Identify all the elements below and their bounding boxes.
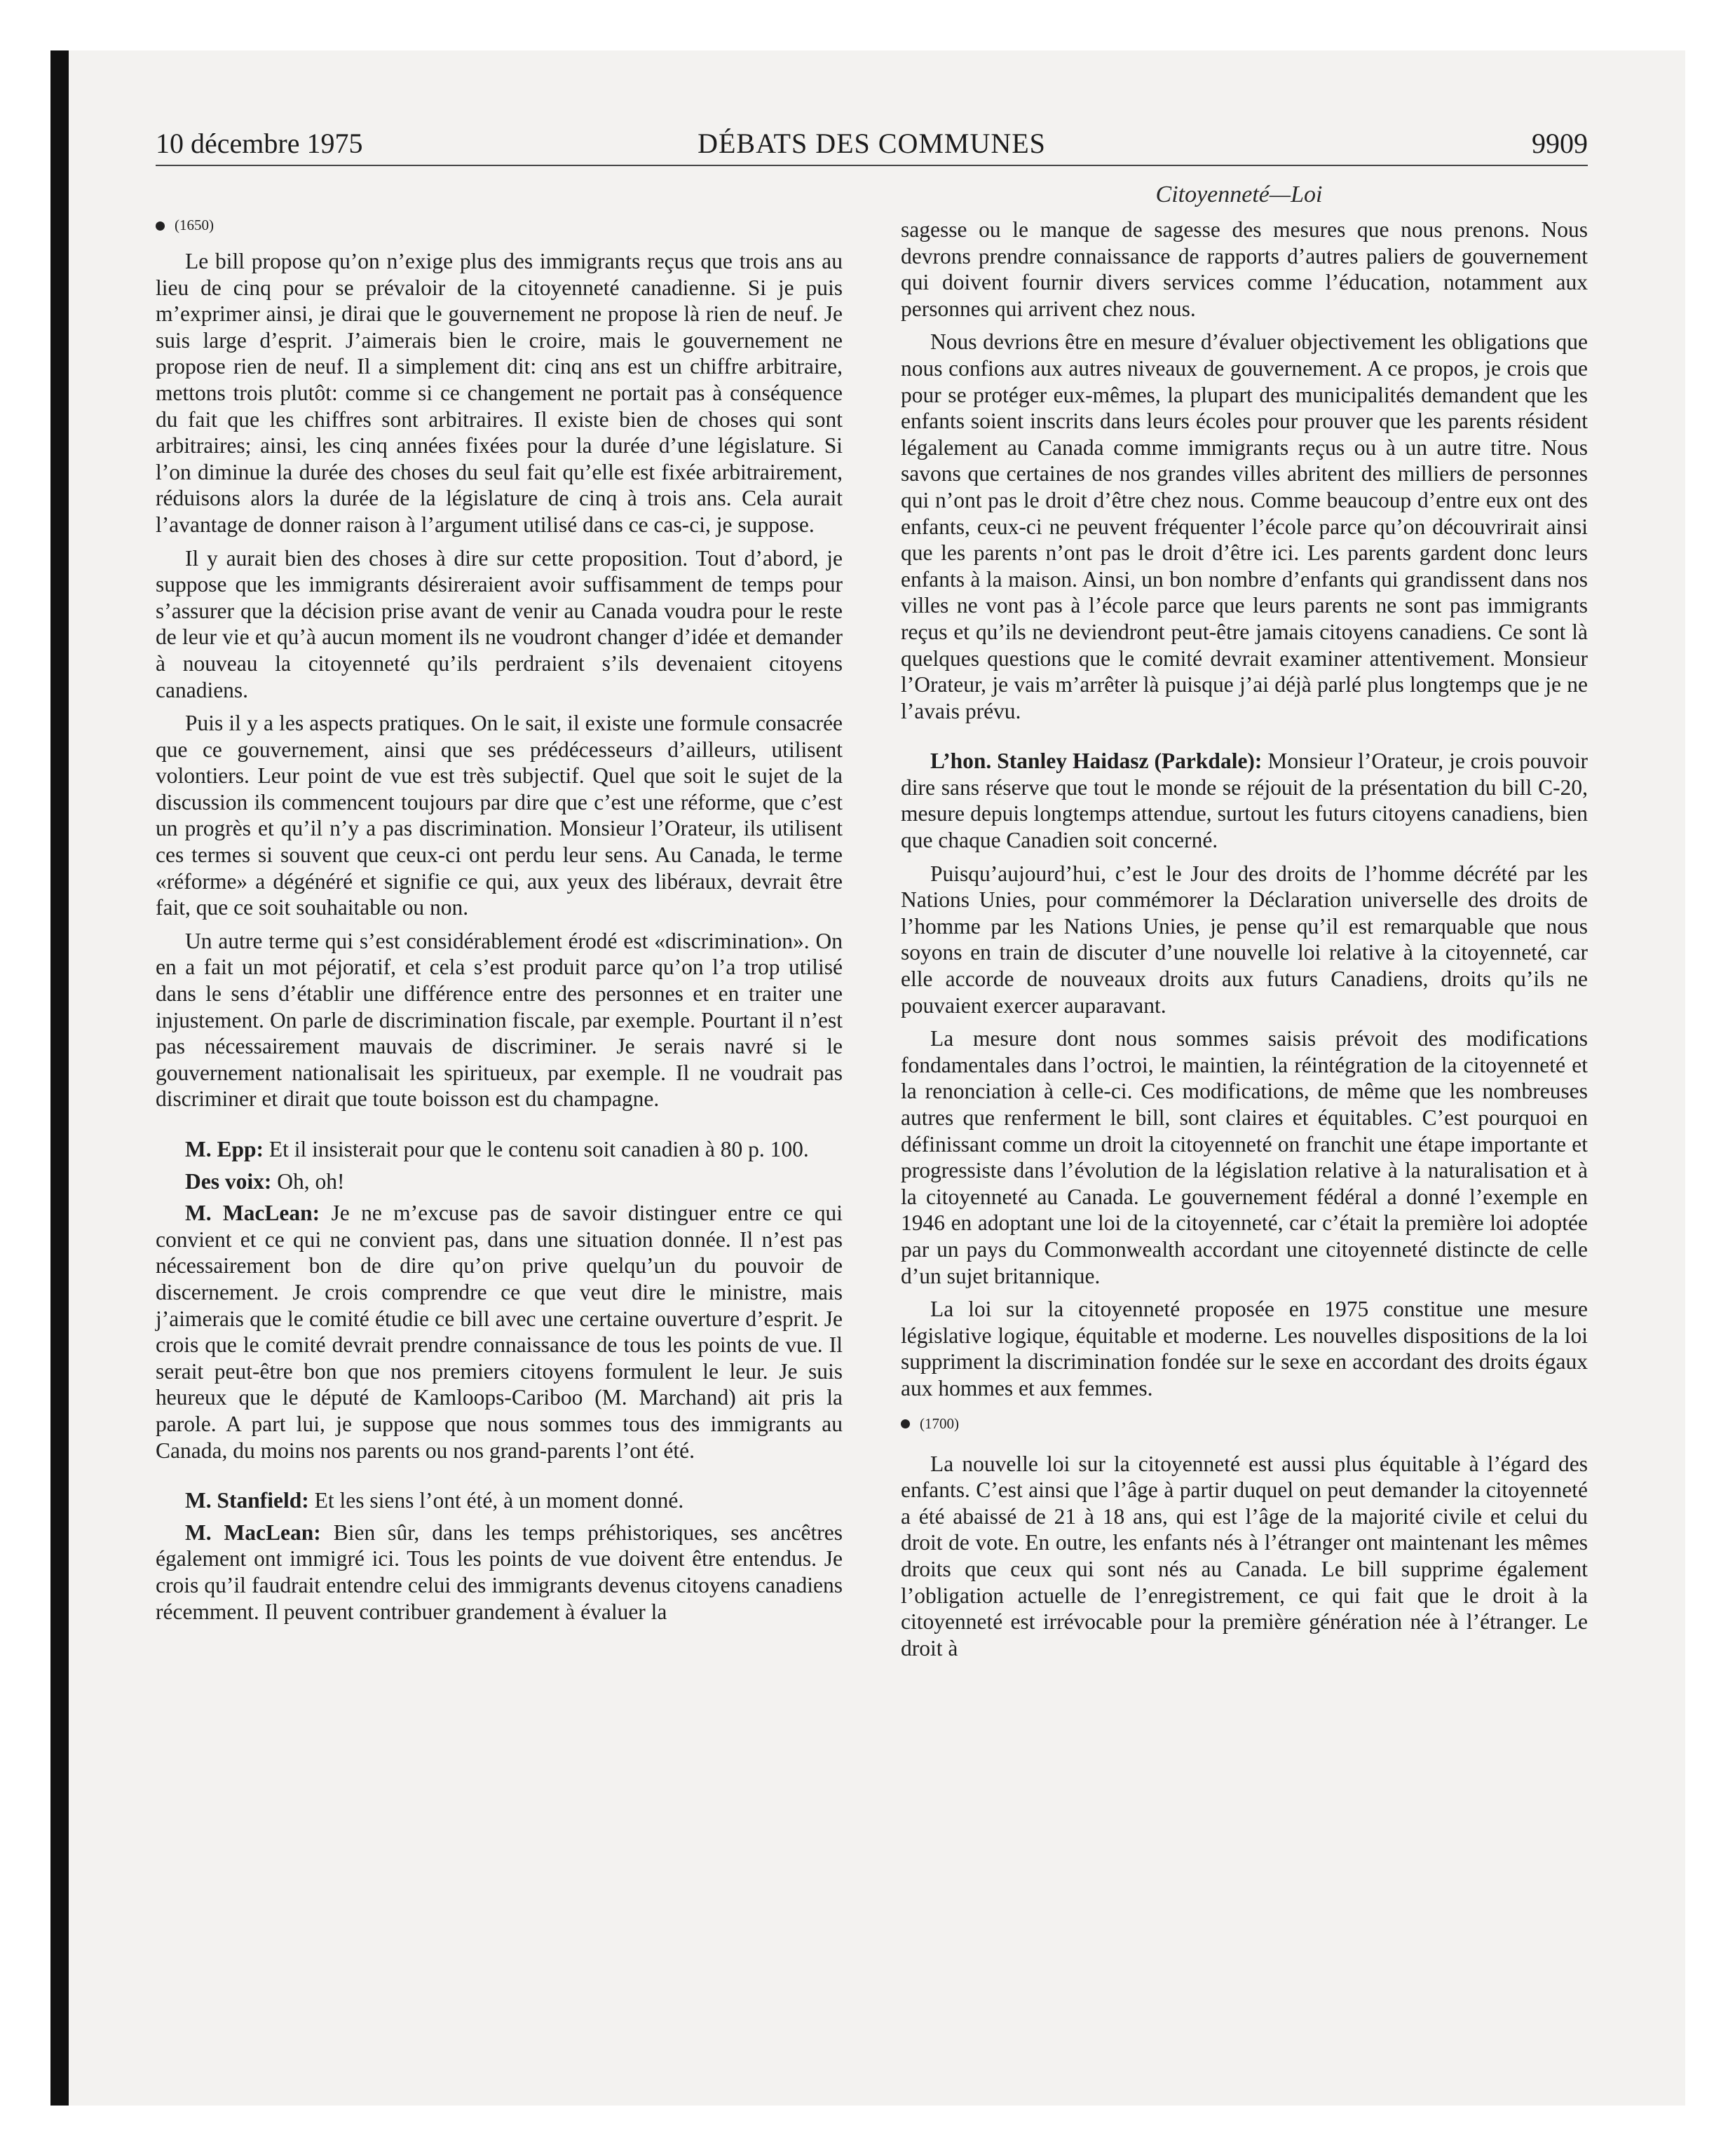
speaker-name: M. MacLean: xyxy=(185,1201,320,1226)
paragraph-continued: sagesse ou le manque de sagesse des mesures que nous prenons. Nous devrons prendre connaissance de rapports d’autres paliers de gouvernement qui doivent fournir divers services comme l’éducation, notamment aux personnes qui arrivent chez nous. xyxy=(901,217,1588,321)
speech-text: Je ne m’excuse pas de savoir distinguer entre ce qui convient et ce qui ne convient pas, dans une situation donnée. Il n’est pas nécessairement bon de dire qu’on prive quelqu’un du pouvoir de discernement. Je crois comprendre ce que veut dire le ministre, mais j’aimerais que le comité étudie ce bill avec une certaine ouverture d’esprit. Je crois que le comité devrait prendre connaissance de tous les points de vue. Il serait peut-être bon que nos premiers citoyens formulent le leur. Je suis heureux que le député de Kamloops-Cariboo (M. Marchand) ait pris la parole. A part lui, je suppose que nous sommes tous des immigrants au Canada, du moins nos parents ou nos grand-parents l’ont été. xyxy=(156,1201,843,1463)
speaker-name: M. MacLean: xyxy=(185,1520,321,1545)
header-date: 10 décembre 1975 xyxy=(156,128,363,159)
speaker-name: L’hon. Stanley Haidasz (Parkdale): xyxy=(930,749,1263,774)
running-header xyxy=(156,127,1588,166)
speech-text: Et les siens l’ont été, à un moment donné. xyxy=(314,1488,684,1513)
time-marker-1700 xyxy=(901,1413,1588,1435)
paragraph: Le bill propose qu’on n’exige plus des immigrants reçus que trois ans au lieu de cinq pour se prévaloir de la citoyenneté canadienne. Si je puis m’exprimer ainsi, je dirai que le gouvernement ne propose là rien de neuf. Je suis large d’esprit. J’aimerais bien le croire, mais le gouvernement ne propose rien de neuf. Il a simplement dit: cinq ans est un chiffre arbitraire, mettons trois plutôt: comme si ce changement ne portait pas à conséquence du fait que les chiffres sont arbitraires. Il existe bien de choses qui sont arbitraires; ainsi, les cinq années fixées pour la durée d’une législature. Si l’on diminue la durée des choses du seul fait qu’elle est fixée arbitrairement, réduisons alors la durée de la législature de cinq à trois ans. Cela aurait l’avantage de donner raison à l’argument utilisé dans ce cas-ci, je suppose. xyxy=(156,249,843,537)
time-marker-1650 xyxy=(156,214,843,237)
paragraph: La nouvelle loi sur la citoyenneté est aussi plus équitable à l’égard des enfants. C’est ainsi que l’âge à partir duquel on peut demander la citoyenneté a été abaissé de 21 à 18 ans, qui est l’âge de la majorité civile et celui du droit de vote. En outre, les enfants nés à l’étranger ont maintenant les mêmes droits que ceux qui sont nés au Canada. Le bill supprime également l’obligation actuelle de l’enregistrement, ce qui fait que le droit à la citoyenneté est irrévocable pour la première génération née à l’étranger. Le droit à xyxy=(901,1451,1588,1660)
bullet-icon xyxy=(156,221,165,231)
speech-stanfield xyxy=(156,1487,843,1514)
speech-epp xyxy=(156,1136,843,1163)
speaker-name: M. Epp: xyxy=(185,1137,264,1161)
speech-haidasz xyxy=(901,748,1588,853)
time-marker-label: (1700) xyxy=(920,1414,959,1432)
header-page-number: 9909 xyxy=(1532,128,1588,159)
speech-text: Oh, oh! xyxy=(277,1168,345,1194)
paragraph: Un autre terme qui s’est considérablement érodé est «discrimination». On en a fait un mot péjoratif, et cela s’est produit parce qu’on l’a trop utilisé dans le sens d’établir une différence entre des personnes et en traiter une injustement. On parle de discrimination fiscale, par exemple. Pourtant il n’est pas nécessairement mauvais de discriminer. Je serais navré si le gouvernement nationalisait les spiritueux, par exemple. Il ne voudrait pas discriminer et dirait que toute boisson est du champagne. xyxy=(156,928,843,1112)
speech-des-voix xyxy=(156,1168,843,1195)
speech-text: Et il insisterait pour que le contenu soit canadien à 80 p. 100. xyxy=(268,1137,809,1161)
paragraph: La mesure dont nous sommes saisis prévoit des modifications fondamentales dans l’octroi, le maintien, la réintégration de la citoyenneté et la renonciation à celle-ci. Ces modifications, de même que les nombreuses autres que renferment le bill, sont claires et équitables. C’est pourquoi en définissant comme un droit la citoyenneté on franchit une étape importante et progressiste dans l’évolution de la législation relative à la naturalisation et à la citoyenneté au Canada. Le gouvernement fédéral a donné l’exemple en 1946 en adoptant une loi de la citoyenneté, car c’était la première loi adoptée par un pays du Commonwealth accordant une citoyenneté distincte de celle d’un sujet britannique. xyxy=(901,1026,1588,1288)
speaker-name: Des voix: xyxy=(185,1168,272,1194)
speaker-name: M. Stanfield: xyxy=(185,1488,309,1513)
paragraph: Il y aurait bien des choses à dire sur cette proposition. Tout d’abord, je suppose que les immigrants désireraient avoir suffisamment de temps pour s’assurer que la décision prise avant de venir au Canada voudra pour le reste de leur vie et qu’à aucun moment ils ne voudront changer d’idée et demander à nouveau la citoyenneté qu’ils perdraient s’ils devenaient citoyens canadiens. xyxy=(156,545,843,702)
paragraph: La loi sur la citoyenneté proposée en 1975 constitue une mesure législative logique, équitable et moderne. Les nouvelles dispositions de la loi suppriment la discrimination fondée sur le sexe en accordant des droits égaux aux hommes et aux femmes. xyxy=(901,1297,1588,1400)
paragraph: Puis il y a les aspects pratiques. On le sait, il existe une formule consacrée que ce gouvernement, ainsi que ses prédécesseurs d’ailleurs, utilisent volontiers. Leur point de vue est très subjectif. Quel que soit le sujet de la discussion ils commencent toujours par dire que c’est une réforme, que c’est un progrès et qu’il n’y a pas discrimination. Monsieur l’Orateur, ils utilisent ces termes si souvent que ceux-ci ont perdu leur sens. Au Canada, le terme «réforme» a dégénéré et signifie ce qui, aux yeux des libéraux, devrait être fait, que ce soit souhaitable ou non. xyxy=(156,711,843,920)
paragraph: Puisqu’aujourd’hui, c’est le Jour des droits de l’homme décrété par les Nations Unies, pour commémorer la Déclaration universelle des droits de l’homme par les Nations Unies, je pense qu’il est remarquable que nous soyons en train de discuter d’une nouvelle loi relative à la citoyenneté, car elle accorde de nouveaux droits aux futurs Canadiens, droits qu’ils ne pouvaient exercer auparavant. xyxy=(901,861,1588,1018)
right-column xyxy=(901,217,1588,1661)
header-journal-title: DÉBATS DES COMMUNES xyxy=(698,128,1046,159)
time-marker-label: (1650) xyxy=(175,217,214,234)
section-title: Citoyenneté—Loi xyxy=(1155,182,1323,207)
speech-text: Monsieur l’Orateur, je crois pouvoir dire sans réserve que tout le monde se réjouit de la présentation du bill C-20, mesure depuis longtemps attendue, surtout les futurs citoyens canadiens, bien que chaque Canadien soit concerné. xyxy=(901,749,1588,853)
speech-maclean xyxy=(156,1200,843,1464)
speech-maclean-2 xyxy=(156,1520,843,1625)
left-column xyxy=(156,212,843,1625)
binding-shadow xyxy=(50,50,69,2106)
bullet-icon xyxy=(901,1419,910,1428)
speech-text: Bien sûr, dans les temps préhistoriques, ses ancêtres également ont immigré ici. Tous les points de vue doivent être entendus. Je crois qu’il faudrait entendre celui des immigrants devenus citoyens canadiens récemment. Il peuvent contribuer grandement à évaluer la xyxy=(156,1520,843,1624)
paragraph: Nous devrions être en mesure d’évaluer objectivement les obligations que nous confions aux autres niveaux de gouvernement. A ce propos, je crois que pour se protéger eux-mêmes, la plupart des municipalités demandent que les enfants soient inscrits dans leurs écoles pour prouver que les parents résident légalement au Canada comme immigrants reçus ou à un autre titre. Nous savons que certaines de nos grandes villes abritent des milliers de personnes qui n’ont pas le droit d’être chez nous. Comme beaucoup d’entre eux ont des enfants, ceux-ci ne peuvent fréquenter l’école parce qu’on découvrirait ainsi que les parents n’ont pas le droit d’être ici. Les parents gardent donc leurs enfants à la maison. Ainsi, un bon nombre d’enfants qui grandissent dans nos villes ne vont pas à l’école parce que leurs parents ne sont pas immigrants reçus et qu’ils ne deviendront peut-être jamais citoyens canadiens. Ce sont là quelques questions que le comité devrait examiner attentivement. Monsieur l’Orateur, je vais m’arrêter là puisque j’ai déjà parlé plus longtemps que je ne l’avais prévu. xyxy=(901,329,1588,723)
